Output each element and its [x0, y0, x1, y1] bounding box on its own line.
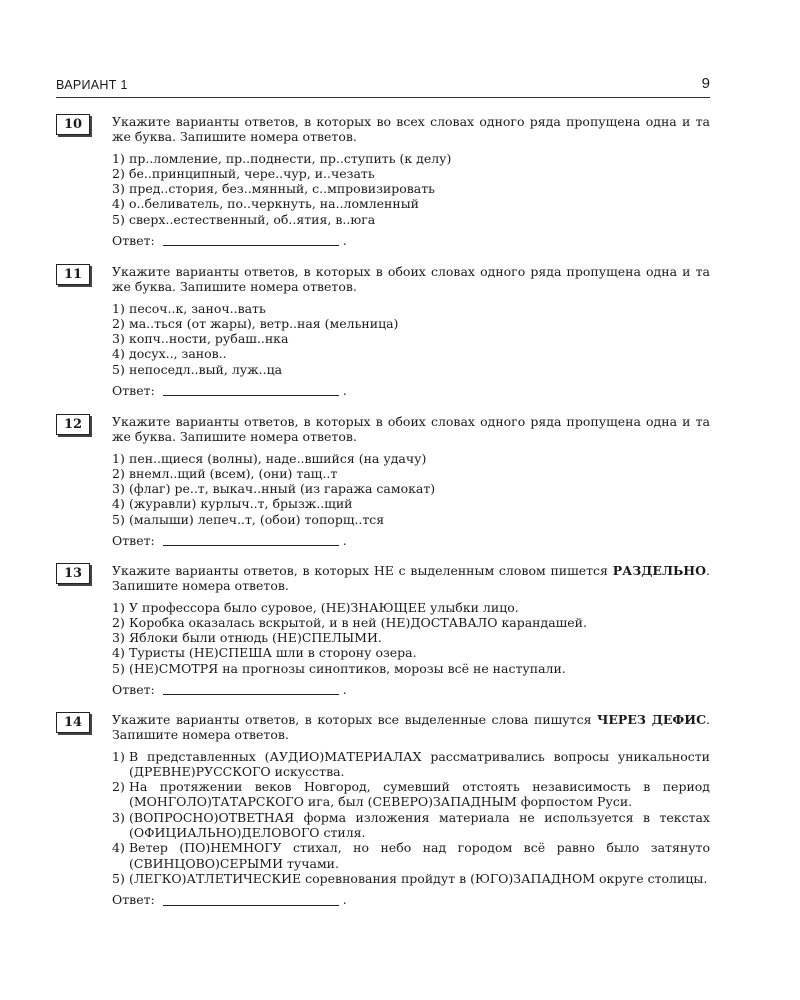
- emphasis-word: РАЗДЕЛЬНО: [612, 563, 707, 578]
- option-item: 1) пен..щиеся (волны), наде..вшийся (на удачу): [112, 450, 427, 466]
- task-number: 10: [56, 114, 90, 135]
- option-item: 4) досух.., занов..: [112, 346, 227, 362]
- option-item: 2) На протяжении веков Новгород, сумевший отстоять независимость в период (МОНГОЛО)ТАТАРСКОГО ига, был (СЕВЕРО)ЗАПАДНЫМ форпостом Руси.: [112, 779, 710, 810]
- task-14: [56, 712, 710, 908]
- option-item: 4) (журавли) курлыч..т, брызж..щий: [112, 496, 353, 512]
- answer-line[interactable]: [163, 383, 339, 396]
- page-number: 9: [701, 75, 710, 92]
- option-item: 5) (ЛЕГКО)АТЛЕТИЧЕСКИЕ соревнования пройдут в (ЮГО)ЗАПАДНОМ округе столицы.: [112, 870, 708, 886]
- option-item: 2) бе..принципный, чере..чур, и..чезать: [112, 165, 375, 181]
- option-item: 3) Яблоки были отнюдь (НЕ)СПЕЛЫМИ.: [112, 630, 382, 646]
- option-item: 3) пред..стория, без..мянный, с..мпровизировать: [112, 181, 435, 197]
- task-number: 13: [56, 563, 90, 584]
- option-list: [112, 749, 710, 887]
- task-number: 11: [56, 264, 90, 285]
- answer-label: Ответ:: [112, 892, 155, 908]
- option-item: 5) (НЕ)СМОТРЯ на прогнозы синоптиков, морозы всё не наступали.: [112, 660, 566, 676]
- option-item: 5) (малыши) лепеч..т, (обои) топорщ..тся: [112, 511, 385, 527]
- answer-label: Ответ:: [112, 533, 155, 549]
- option-item: 1) У профессора было суровое, (НЕ)ЗНАЮЩЕЕ улыбки лицо.: [112, 599, 519, 615]
- page-header: [56, 75, 710, 98]
- option-item: 4) Туристы (НЕ)СПЕША шли в сторону озера.: [112, 645, 417, 661]
- option-item: 4) о..беливатель, по..черкнуть, на..ломленный: [112, 196, 419, 212]
- emphasis-word: ЧЕРЕЗ ДЕФИС: [596, 712, 707, 727]
- option-item: 2) внемл..щий (всем), (они) тащ..т: [112, 465, 338, 481]
- answer-row: Ответ: .: [112, 682, 347, 698]
- option-item: 2) ма..ться (от жары), ветр..ная (мельница): [112, 315, 399, 331]
- task-11: [56, 264, 710, 398]
- option-item: 5) непоседл..вый, луж..ца: [112, 361, 283, 377]
- answer-label: Ответ:: [112, 682, 155, 698]
- answer-line[interactable]: [163, 533, 339, 546]
- task-13: [56, 563, 710, 697]
- answer-row: Ответ: .: [112, 892, 347, 908]
- option-item: 4) Ветер (ПО)НЕМНОГУ стихал, но небо над городом всё равно было затянуто (СВИНЦОВО)СЕРЫМИ тучами.: [112, 840, 710, 871]
- task-question: Укажите варианты ответов, в которых во всех словах одного ряда пропущена одна и та же буква. Запишите номера ответов.: [112, 114, 710, 145]
- option-item: 1) пр..ломление, пр..поднести, пр..ступить (к делу): [112, 150, 452, 166]
- answer-row: Ответ: .: [112, 383, 347, 399]
- task-question: Укажите варианты ответов, в которых в обоих словах одного ряда пропущена одна и та же буква. Запишите номера ответов.: [112, 264, 710, 295]
- answer-row: Ответ: .: [112, 233, 347, 249]
- variant-label: ВАРИАНТ 1: [56, 78, 128, 92]
- option-list: [112, 151, 710, 227]
- option-item: 3) (флаг) ре..т, выкач..нный (из гаража самокат): [112, 481, 436, 497]
- option-list: [112, 600, 710, 676]
- answer-line[interactable]: [163, 233, 339, 246]
- task-10: [56, 114, 710, 248]
- option-item: 1) В представленных (АУДИО)МАТЕРИАЛАХ рассматривались вопросы уникальности (ДРЕВНЕ)РУССКОГО искусства.: [112, 748, 710, 779]
- option-item: 1) песоч..к, заноч..вать: [112, 300, 266, 316]
- option-item: 5) сверх..естественный, об..ятия, в..юга: [112, 211, 376, 227]
- option-list: [112, 301, 710, 377]
- answer-label: Ответ:: [112, 383, 155, 399]
- answer-line[interactable]: [163, 893, 339, 906]
- task-question: Укажите варианты ответов, в которых НЕ с выделенным словом пишется РАЗДЕЛЬНО. Запишите номера ответов.: [112, 563, 710, 594]
- task-question: Укажите варианты ответов, в которых все выделенные слова пишутся ЧЕРЕЗ ДЕФИС. Запишите номера ответов.: [112, 712, 711, 743]
- task-number: 12: [56, 414, 90, 435]
- answer-row: Ответ: .: [112, 533, 347, 549]
- option-list: [112, 451, 710, 527]
- answer-line[interactable]: [163, 682, 339, 695]
- task-question: Укажите варианты ответов, в которых в обоих словах одного ряда пропущена одна и та же буква. Запишите номера ответов.: [112, 414, 710, 445]
- option-item: 2) Коробка оказалась вскрытой, и в ней (НЕ)ДОСТАВАЛО карандашей.: [112, 614, 587, 630]
- task-number: 14: [56, 712, 90, 733]
- answer-label: Ответ:: [112, 233, 155, 249]
- option-item: 3) копч..ности, рубаш..нка: [112, 331, 289, 347]
- task-12: [56, 414, 710, 548]
- option-item: 3) (ВОПРОСНО)ОТВЕТНАЯ форма изложения материала не используется в текстах (ОФИЦИАЛЬНО)ДЕЛОВОГО стиля.: [112, 809, 710, 841]
